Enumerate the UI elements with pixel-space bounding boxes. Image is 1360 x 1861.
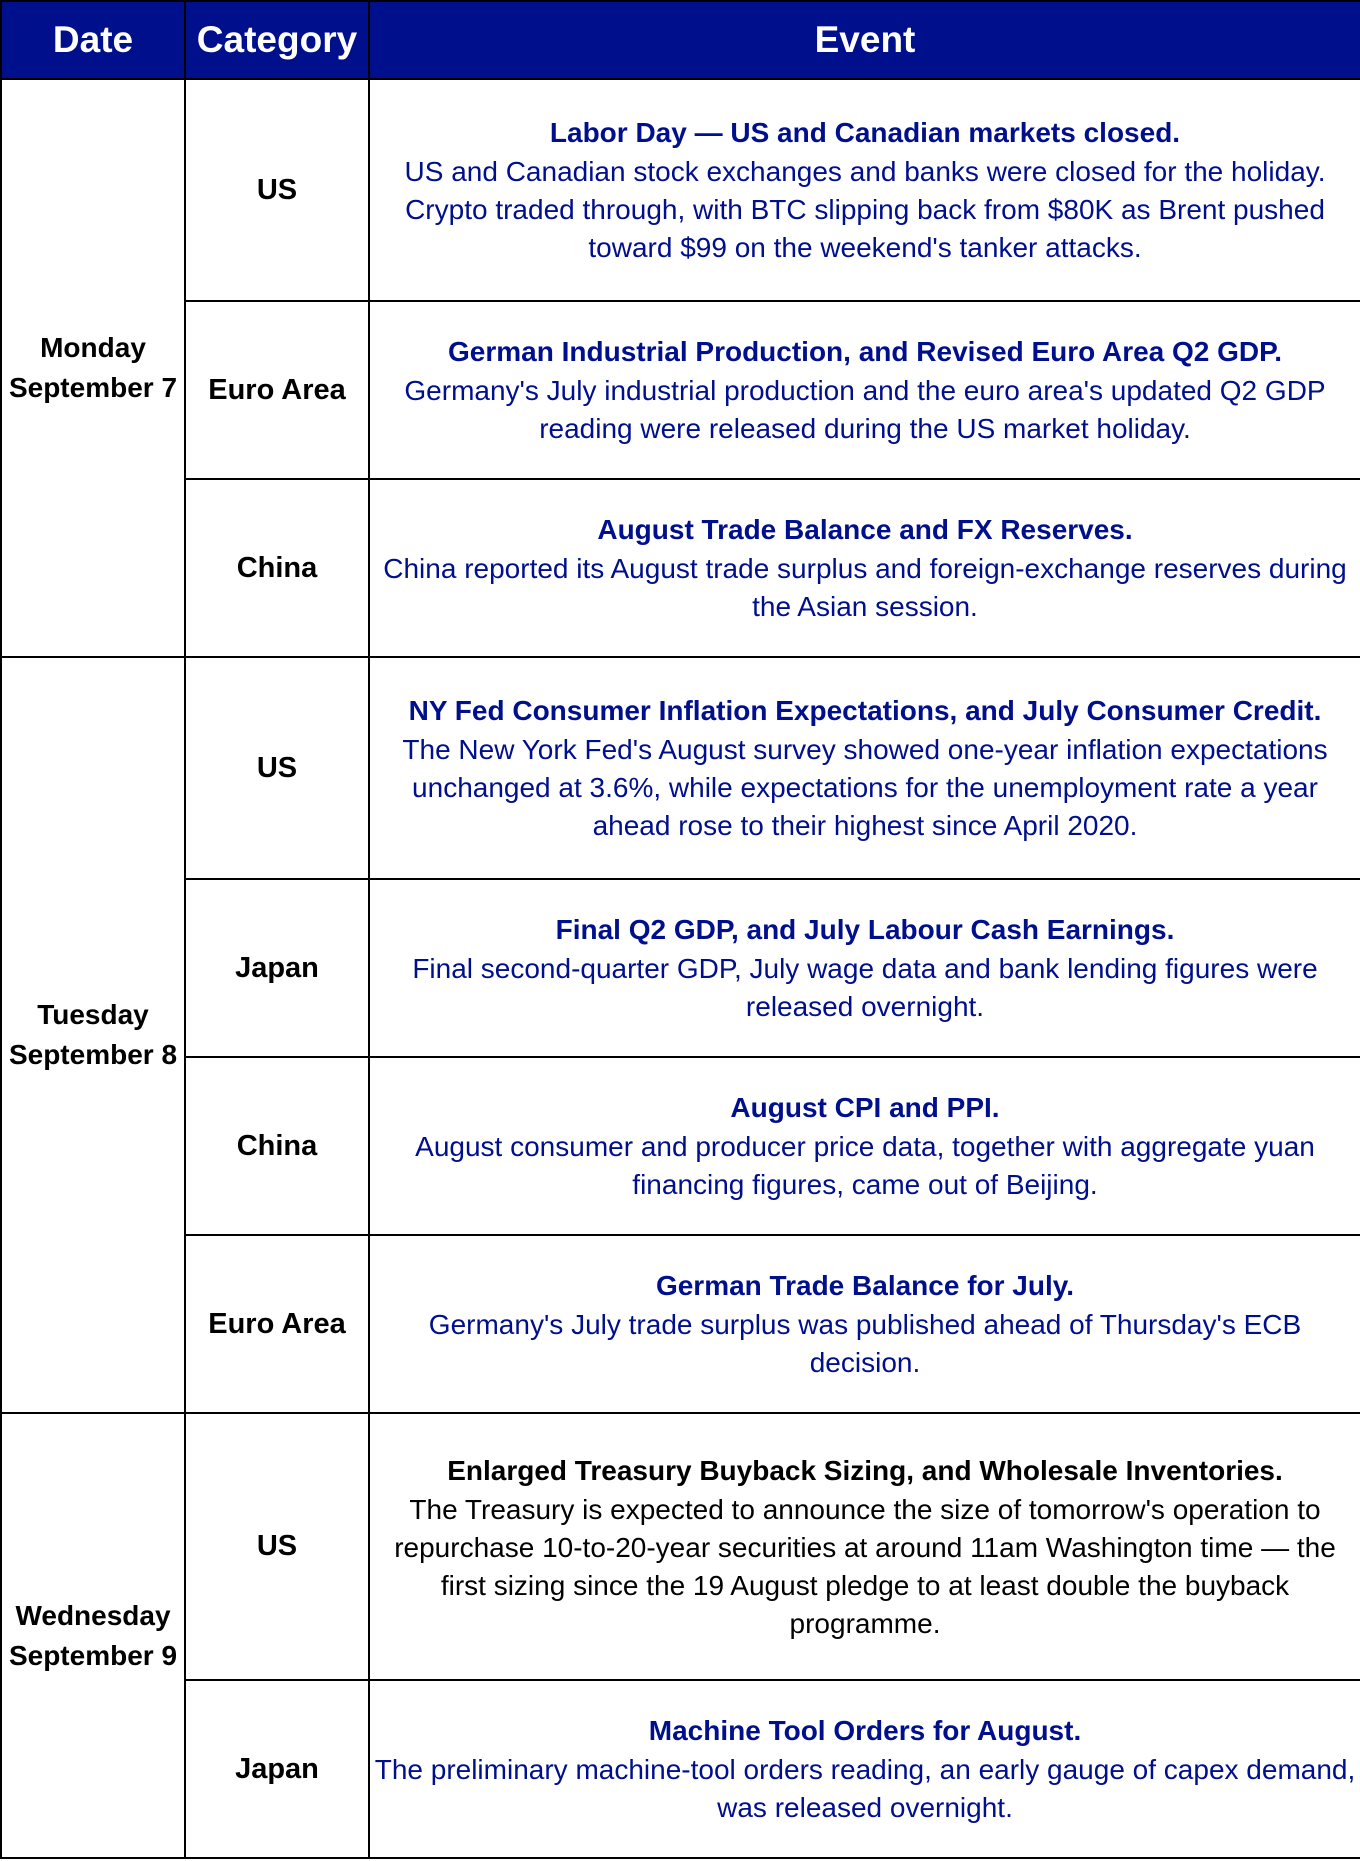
event-cell [369, 657, 1360, 879]
day-date: September 7 [8, 372, 178, 403]
day-date: September 8 [8, 1039, 178, 1070]
event-cell [369, 1680, 1360, 1858]
header-event: Event [369, 1, 1360, 79]
table-row [1, 879, 1360, 1057]
category-cell: China [185, 479, 369, 657]
table-row [1, 1680, 1360, 1858]
event-cell [369, 1413, 1360, 1680]
event-cell [369, 301, 1360, 479]
date-cell-monday [1, 79, 185, 657]
table-row [1, 657, 1360, 879]
event-title: German Industrial Production, and Revised Euro Area Q2 GDP. [448, 336, 1282, 367]
day-name: Tuesday [37, 999, 149, 1030]
event-title: August Trade Balance and FX Reserves. [597, 514, 1133, 545]
table-row [1, 1235, 1360, 1413]
event-title: Machine Tool Orders for August. [648, 1715, 1082, 1746]
category-cell: US [185, 79, 369, 301]
event-description: US and Canadian stock exchanges and banks were closed for the holiday. Crypto traded through, with BTC slipping back from $80K as Brent pushed toward $99 on the weekend's tanker attacks. [404, 156, 1326, 263]
event-cell [369, 79, 1360, 301]
table-row [1, 1057, 1360, 1235]
event-description: August consumer and producer price data, together with aggregate yuan financing figures, came out of Beijing. [415, 1131, 1315, 1200]
category-cell: US [185, 657, 369, 879]
day-name: Wednesday [15, 1599, 171, 1631]
table-row [1, 479, 1360, 657]
event-title: Enlarged Treasury Buyback Sizing, and Wholesale Inventories. [447, 1454, 1283, 1486]
event-cell [369, 879, 1360, 1057]
event-description: The New York Fed's August survey showed one-year inflation expectations unchanged at 3.6%, while expectations for the unemployment rate a year ahead rose to their highest since April 2020. [402, 734, 1328, 841]
table-body [1, 79, 1360, 1858]
event-description: The preliminary machine-tool orders reading, an early gauge of capex demand, was released overnight. [374, 1754, 1356, 1823]
table-row [1, 1413, 1360, 1680]
event-cell [369, 1057, 1360, 1235]
day-name: Monday [40, 332, 146, 363]
event-description: China reported its August trade surplus and foreign-exchange reserves during the Asian session. [383, 553, 1347, 622]
event-cell [369, 1235, 1360, 1413]
event-description: The Treasury is expected to announce the size of tomorrow's operation to repurchase 10-to-20-year securities at around 11am Washington time — the first sizing since the 19 August pledge to at least double the buyback programme. [394, 1493, 1336, 1639]
date-cell-tuesday [1, 657, 185, 1413]
category-cell: US [185, 1413, 369, 1680]
category-cell: Euro Area [185, 1235, 369, 1413]
table-header [1, 1, 1360, 79]
date-cell-wednesday [1, 1413, 185, 1858]
header-category: Category [185, 1, 369, 79]
table-row [1, 79, 1360, 301]
event-description: Germany's July trade surplus was published ahead of Thursday's ECB decision. [428, 1309, 1302, 1378]
event-title: August CPI and PPI. [730, 1092, 1000, 1123]
table-row [1, 301, 1360, 479]
category-cell: China [185, 1057, 369, 1235]
day-date: September 9 [8, 1639, 178, 1671]
event-description: Final second-quarter GDP, July wage data and bank lending figures were released overnight. [412, 953, 1318, 1022]
event-title: Labor Day — US and Canadian markets closed. [549, 117, 1181, 148]
category-cell: Japan [185, 1680, 369, 1858]
header-date: Date [1, 1, 185, 79]
event-title: Final Q2 GDP, and July Labour Cash Earnings. [555, 914, 1175, 945]
event-description: Germany's July industrial production and the euro area's updated Q2 GDP reading were released during the US market holiday. [404, 375, 1326, 444]
category-cell: Japan [185, 879, 369, 1057]
event-title: German Trade Balance for July. [655, 1270, 1075, 1301]
event-title: NY Fed Consumer Inflation Expectations, and July Consumer Credit. [408, 695, 1322, 726]
event-cell [369, 479, 1360, 657]
category-cell: Euro Area [185, 301, 369, 479]
